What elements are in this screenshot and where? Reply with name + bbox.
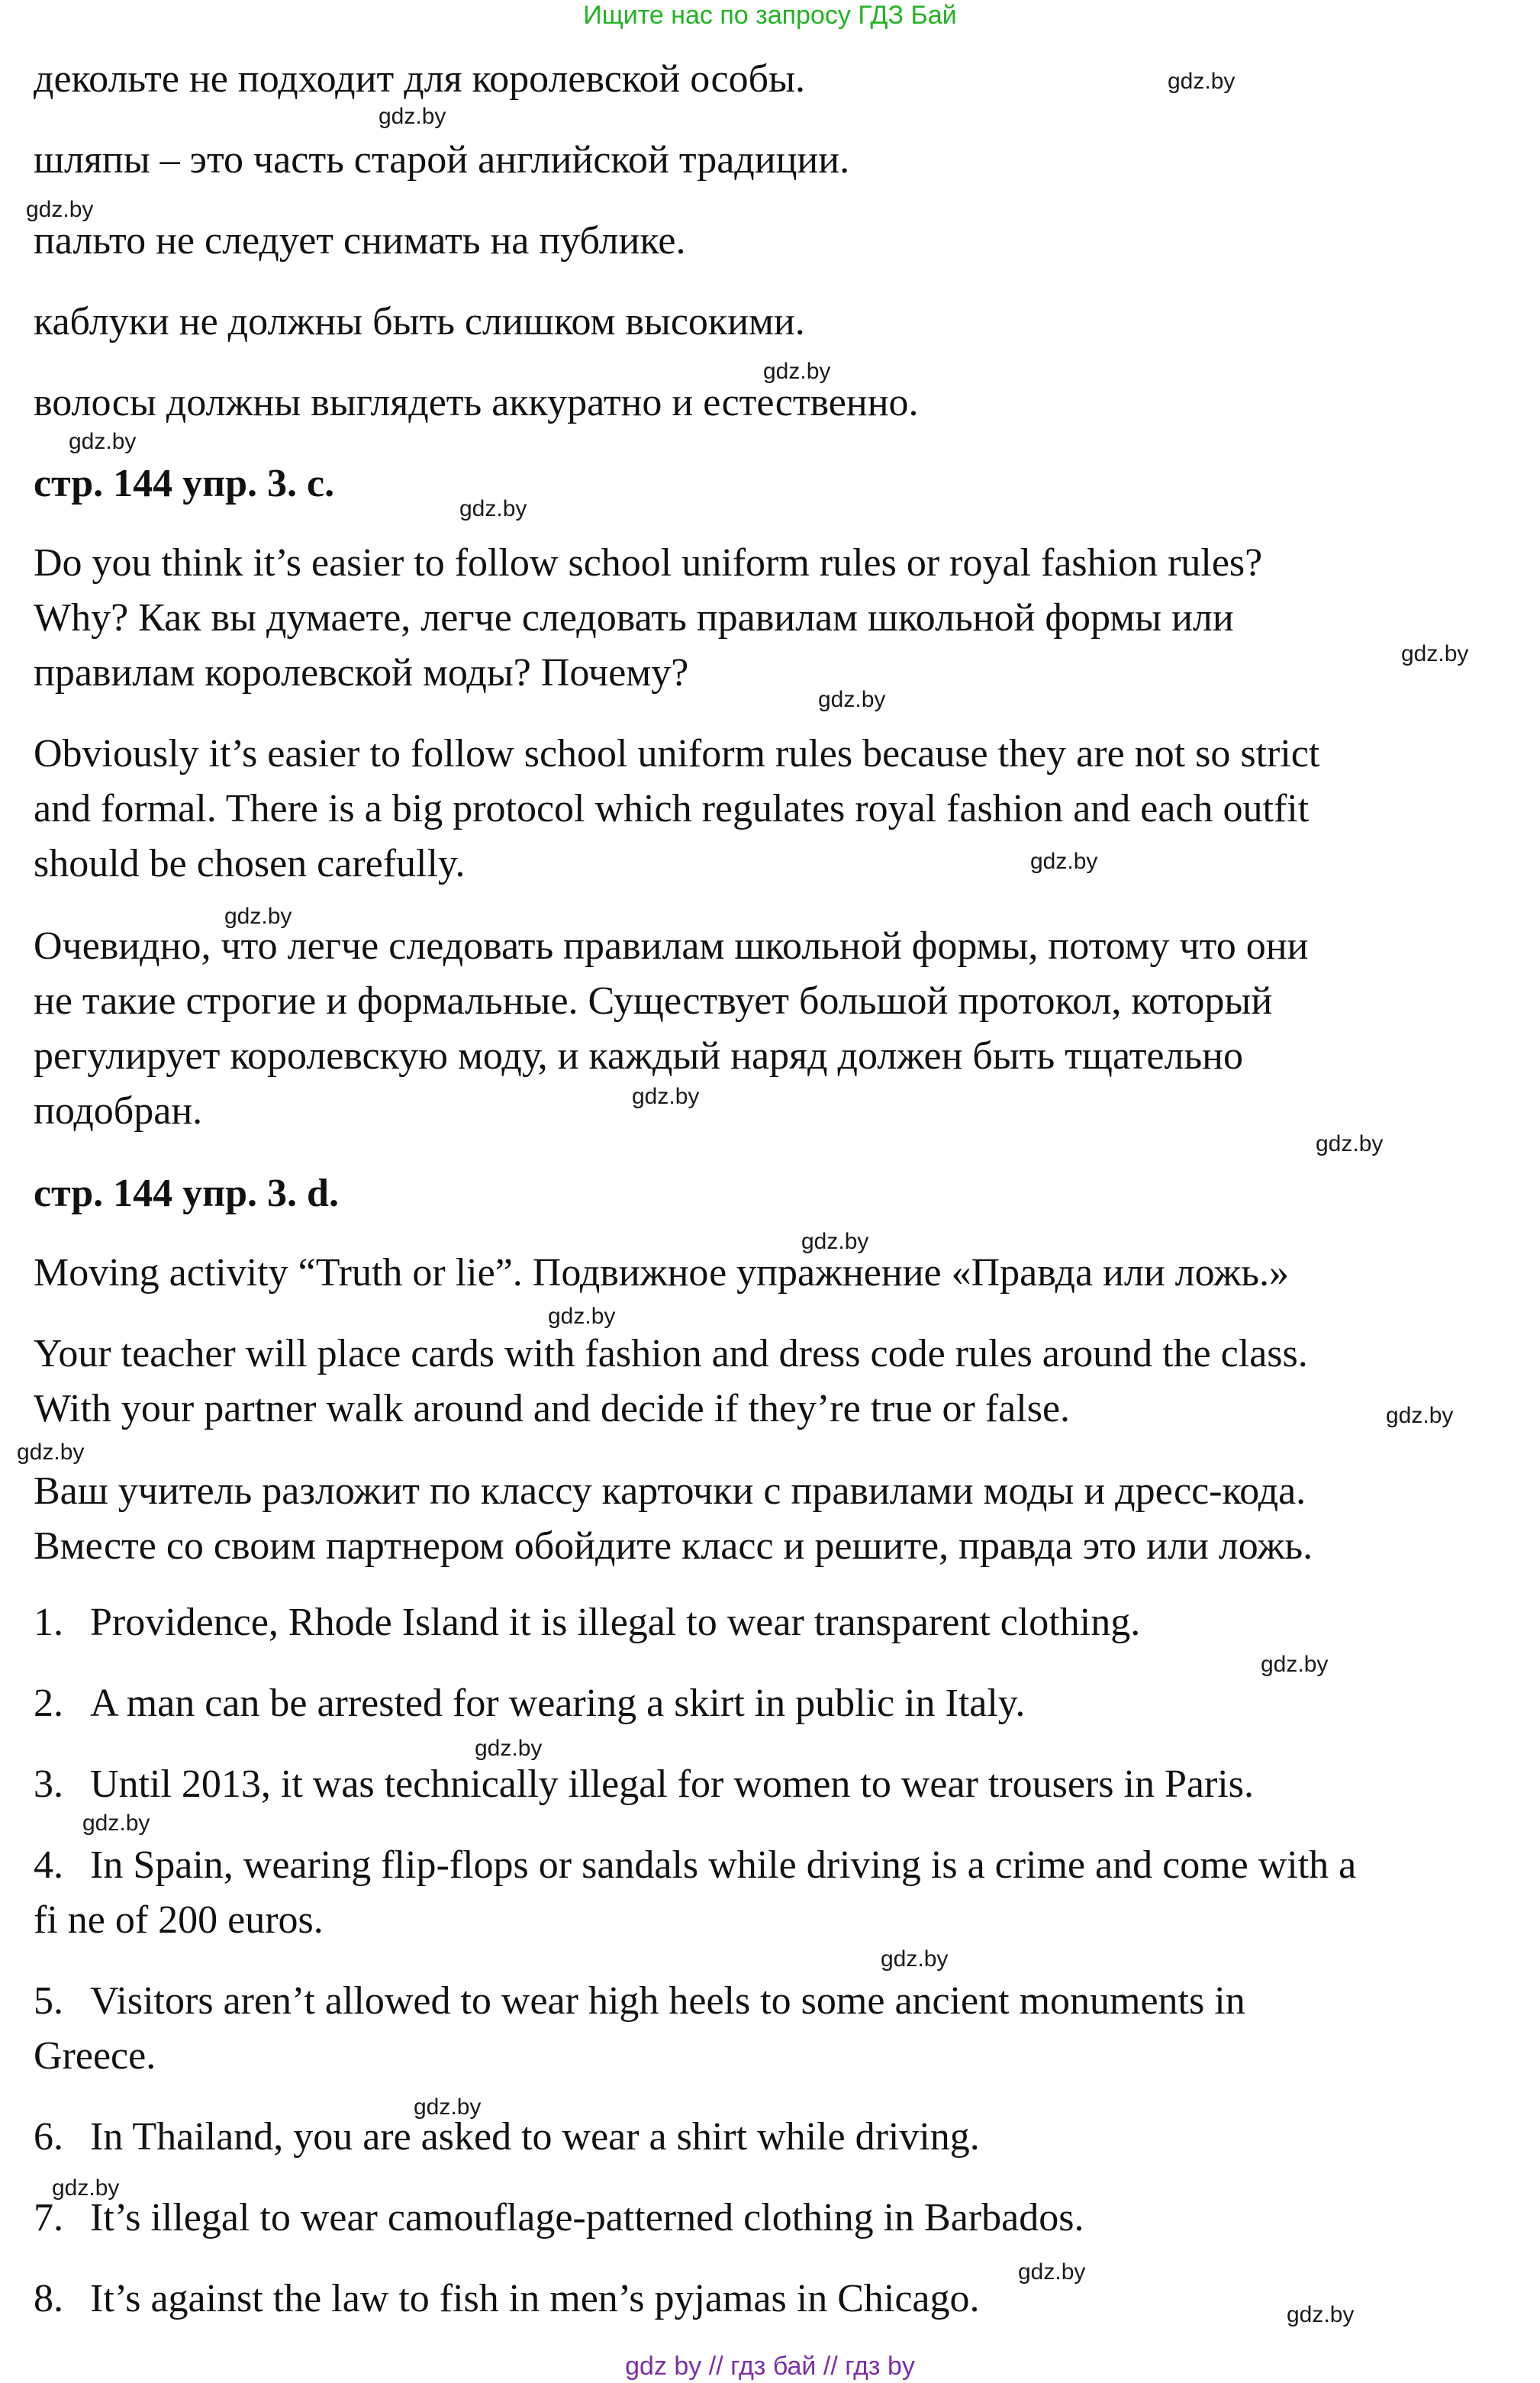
list-text: A man can be arrested for wearing a skirt in public in Italy. bbox=[90, 1682, 1026, 1725]
watermark: gdz.by bbox=[69, 429, 137, 454]
list-item bbox=[34, 1757, 1529, 1812]
list-number: 2. bbox=[34, 1682, 63, 1725]
section-c-question bbox=[34, 536, 1529, 701]
text-line: With your partner walk around and decide if they’re true or false. bbox=[34, 1387, 1071, 1430]
section-d-instruction-en bbox=[34, 1327, 1529, 1437]
watermark: gdz.by bbox=[1018, 2259, 1086, 2285]
watermark: gdz.by bbox=[379, 104, 446, 129]
watermark: gdz.by bbox=[26, 197, 94, 222]
watermark: gdz.by bbox=[632, 1084, 700, 1109]
watermark: gdz.by bbox=[1401, 641, 1469, 666]
watermark: gdz.by bbox=[1287, 2302, 1355, 2327]
watermark: gdz.by bbox=[1030, 849, 1098, 874]
list-text: fi ne of 200 euros. bbox=[34, 1898, 324, 1942]
text-line: Your teacher will place cards with fashion and dress code rules around the class. bbox=[34, 1332, 1308, 1375]
text-line: каблуки не должны быть слишком высокими. bbox=[34, 300, 805, 343]
list-item bbox=[34, 1676, 1529, 1731]
list-item bbox=[34, 1974, 1529, 2084]
list-text: Greece. bbox=[34, 2034, 156, 2078]
text-line: Obviously it’s easier to follow school uniform rules because they are not so strict bbox=[34, 732, 1320, 776]
text-line: Очевидно, что легче следовать правилам школьной формы, потому что они bbox=[34, 924, 1309, 968]
list-number: 5. bbox=[34, 1979, 63, 2023]
watermark: gdz.by bbox=[548, 1304, 616, 1329]
watermark: gdz.by bbox=[17, 1440, 85, 1465]
text-line: волосы должны выглядеть аккуратно и естественно. bbox=[34, 381, 919, 424]
list-number: 1. bbox=[34, 1601, 63, 1644]
text-line: and formal. There is a big protocol which regulates royal fashion and each outfit bbox=[34, 787, 1310, 830]
text-line: регулирует королевскую моду, и каждый наряд должен быть тщательно bbox=[34, 1034, 1243, 1078]
watermark: gdz.by bbox=[52, 2175, 120, 2201]
watermark: gdz.by bbox=[1261, 1652, 1329, 1677]
list-text: Visitors aren’t allowed to wear high heels to some ancient monuments in bbox=[90, 1979, 1245, 2023]
list-text: In Spain, wearing flip-flops or sandals while driving is a crime and come with a bbox=[90, 1843, 1357, 1887]
list-text: Until 2013, it was technically illegal for women to wear trousers in Paris. bbox=[90, 1762, 1254, 1806]
list-number: 3. bbox=[34, 1762, 63, 1806]
list-number: 7. bbox=[34, 2196, 63, 2240]
list-text: It’s against the law to fish in men’s pyjamas in Chicago. bbox=[90, 2277, 980, 2320]
watermark: gdz.by bbox=[801, 1229, 869, 1254]
text-line: не такие строгие и формальные. Существует большой протокол, который bbox=[34, 979, 1273, 1023]
watermark: gdz.by bbox=[1168, 69, 1236, 94]
watermark: gdz.by bbox=[881, 1946, 949, 1972]
section-c-answer-en bbox=[34, 727, 1529, 892]
header-banner[interactable]: Ищите нас по запросу ГДЗ Бай bbox=[583, 1, 957, 30]
watermark: gdz.by bbox=[818, 687, 886, 712]
watermark: gdz.by bbox=[414, 2094, 482, 2120]
section-c-answer-ru bbox=[34, 919, 1529, 1139]
list-item bbox=[34, 2110, 1529, 2165]
list-number: 6. bbox=[34, 2115, 63, 2159]
list-item bbox=[34, 1838, 1529, 1948]
list-item bbox=[34, 1595, 1529, 1650]
text-line: правилам королевской моды? Почему? bbox=[34, 651, 689, 695]
text-line: подобран. bbox=[34, 1089, 203, 1133]
watermark: gdz.by bbox=[475, 1736, 543, 1761]
text-line: Ваш учитель разложит по классу карточки с правилами моды и дресс-кода. bbox=[34, 1469, 1306, 1513]
text-line: Вместе со своим партнером обойдите класс и решите, правда это или ложь. bbox=[34, 1524, 1313, 1568]
watermark: gdz.by bbox=[1386, 1403, 1454, 1428]
text-line: Why? Как вы думаете, легче следовать правилам школьной формы или bbox=[34, 596, 1234, 640]
text-line: шляпы – это часть старой английской традиции. bbox=[34, 138, 850, 182]
intro-lines bbox=[34, 52, 1529, 456]
section-d-heading: стр. 144 упр. 3. d. bbox=[34, 1172, 339, 1215]
list-number: 8. bbox=[34, 2277, 63, 2320]
list-item bbox=[34, 2191, 1529, 2246]
list-text: In Thailand, you are asked to wear a shirt while driving. bbox=[90, 2115, 980, 2159]
watermark: gdz.by bbox=[82, 1811, 150, 1836]
list-text: Providence, Rhode Island it is illegal to wear transparent clothing. bbox=[90, 1601, 1141, 1644]
watermark: gdz.by bbox=[459, 496, 527, 521]
text-line: пальто не следует снимать на публике. bbox=[34, 219, 686, 263]
section-d-task: Moving activity “Truth or lie”. Подвижное упражнение «Правда или ложь.» bbox=[34, 1251, 1289, 1295]
watermark: gdz.by bbox=[1316, 1131, 1384, 1156]
watermark: gdz.by bbox=[224, 904, 292, 929]
list-text: It’s illegal to wear camouflage-patterned clothing in Barbados. bbox=[90, 2196, 1084, 2240]
section-d-instruction-ru bbox=[34, 1464, 1529, 1574]
section-c-heading: стр. 144 упр. 3. c. bbox=[34, 462, 335, 505]
list-number: 4. bbox=[34, 1843, 63, 1887]
text-line: Do you think it’s easier to follow school uniform rules or royal fashion rules? bbox=[34, 541, 1263, 585]
text-line: декольте не подходит для королевской особы. bbox=[34, 57, 806, 101]
watermark: gdz.by bbox=[763, 359, 831, 384]
text-line: should be chosen carefully. bbox=[34, 842, 466, 885]
footer-banner[interactable]: gdz by // гдз бай // гдз by bbox=[625, 2352, 915, 2381]
